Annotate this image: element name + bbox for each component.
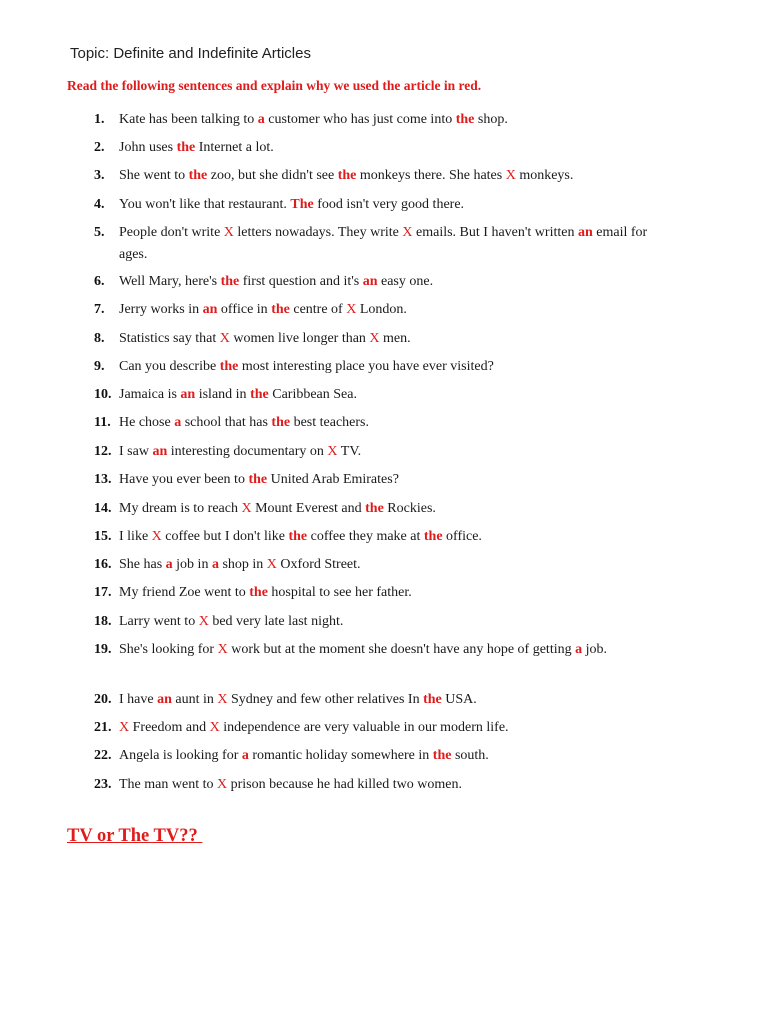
list-item xyxy=(94,639,654,661)
item-number: 19. xyxy=(94,642,112,657)
list-item xyxy=(94,582,654,604)
item-sentence: I like X coffee but I don't like the coffee they make at the office. xyxy=(119,529,482,544)
article-highlight: the xyxy=(271,302,290,317)
article-highlight: X xyxy=(217,642,228,657)
item-number: 18. xyxy=(94,614,112,629)
article-highlight: the xyxy=(220,274,240,289)
article-highlight: X xyxy=(241,501,252,516)
list-item xyxy=(94,498,654,520)
list-item xyxy=(94,554,654,576)
article-highlight: the xyxy=(219,359,239,374)
item-number: 14. xyxy=(94,501,112,516)
list-item xyxy=(94,689,654,711)
item-number: 5. xyxy=(94,225,105,240)
item-sentence: Angela is looking for a romantic holiday somewhere in the south. xyxy=(119,748,489,763)
item-number: 16. xyxy=(94,557,112,572)
article-highlight: X xyxy=(119,720,130,735)
item-number: 23. xyxy=(94,777,112,792)
item-number: 2. xyxy=(94,140,105,155)
article-highlight: X xyxy=(369,331,380,346)
list-item xyxy=(94,165,654,187)
item-sentence: The man went to X prison because he had killed two women. xyxy=(119,777,462,792)
item-number: 12. xyxy=(94,444,112,459)
item-sentence: Kate has been talking to a customer who has just come into the shop. xyxy=(119,112,508,127)
article-highlight: the xyxy=(248,472,268,487)
list-item xyxy=(94,222,654,266)
article-highlight: the xyxy=(337,168,357,183)
item-number: 3. xyxy=(94,168,105,183)
section-heading: TV or The TV?? xyxy=(67,826,203,846)
article-highlight: the xyxy=(432,748,452,763)
item-number: 4. xyxy=(94,197,105,212)
article-highlight: X xyxy=(402,225,413,240)
item-number: 11. xyxy=(94,415,111,430)
article-highlight: the xyxy=(188,168,208,183)
item-sentence: You won't like that restaurant. The food isn't very good there. xyxy=(119,197,465,212)
item-sentence: Statistics say that X women live longer than X men. xyxy=(119,331,411,346)
item-number: 21. xyxy=(94,720,112,735)
item-number: 10. xyxy=(94,387,112,402)
item-number: 22. xyxy=(94,748,112,763)
item-number: 7. xyxy=(94,302,105,317)
article-highlight: an xyxy=(362,274,378,289)
article-highlight: X xyxy=(505,168,516,183)
article-highlight: X xyxy=(346,302,357,317)
article-highlight: a xyxy=(241,748,249,763)
item-number: 6. xyxy=(94,274,105,289)
item-sentence: X Freedom and X independence are very valuable in our modern life. xyxy=(119,720,509,735)
instruction-text: Read the following sentences and explain why we used the article in red. xyxy=(67,78,482,93)
article-highlight: a xyxy=(211,557,219,572)
topic-title: Topic: Definite and Indefinite Articles xyxy=(70,45,311,62)
item-sentence: She has a job in a shop in X Oxford Street. xyxy=(119,557,361,572)
list-item xyxy=(94,745,654,767)
item-sentence: Can you describe the most interesting place you have ever visited? xyxy=(119,359,494,374)
item-sentence: People don't write X letters nowadays. They write X emails. But I haven't written an email for ages. xyxy=(119,225,648,262)
list-item xyxy=(94,137,654,159)
list-item xyxy=(94,717,654,739)
article-highlight: a xyxy=(174,415,182,430)
item-sentence: My dream is to reach X Mount Everest and the Rockies. xyxy=(119,501,436,516)
item-number: 13. xyxy=(94,472,112,487)
article-highlight: The xyxy=(290,197,314,212)
article-highlight: the xyxy=(250,387,269,402)
list-item xyxy=(94,412,654,434)
item-number: 9. xyxy=(94,359,105,374)
list-item xyxy=(94,299,654,321)
article-highlight: the xyxy=(365,501,384,516)
article-highlight: the xyxy=(271,415,291,430)
article-highlight: an xyxy=(202,302,218,317)
list-item xyxy=(94,271,654,293)
article-highlight: X xyxy=(266,557,277,572)
article-highlight: an xyxy=(577,225,593,240)
list-item xyxy=(94,526,654,548)
article-highlight: a xyxy=(257,112,265,127)
item-sentence: I saw an interesting documentary on X TV. xyxy=(119,444,362,459)
list-item xyxy=(94,356,654,378)
item-sentence: She's looking for X work but at the moment she doesn't have any hope of getting a job. xyxy=(119,642,607,657)
article-highlight: the xyxy=(455,112,475,127)
article-highlight: a xyxy=(165,557,173,572)
list-item xyxy=(94,774,654,796)
article-highlight: the xyxy=(249,585,268,600)
article-highlight: the xyxy=(288,529,308,544)
item-sentence: She went to the zoo, but she didn't see the monkeys there. She hates X monkeys. xyxy=(119,168,574,183)
item-sentence: Well Mary, here's the first question and it's an easy one. xyxy=(119,274,434,289)
item-sentence: John uses the Internet a lot. xyxy=(119,140,274,155)
article-highlight: X xyxy=(209,720,220,735)
item-sentence: Have you ever been to the United Arab Emirates? xyxy=(119,472,399,487)
item-number: 17. xyxy=(94,585,112,600)
article-highlight: X xyxy=(216,777,228,792)
article-highlight: X xyxy=(219,331,230,346)
article-highlight: an xyxy=(152,444,168,459)
item-sentence: Jamaica is an island in the Caribbean Sea. xyxy=(119,387,357,402)
item-sentence: Larry went to X bed very late last night. xyxy=(119,614,344,629)
item-sentence: Jerry works in an office in the centre of X London. xyxy=(119,302,407,317)
article-highlight: the xyxy=(176,140,196,155)
article-highlight: X xyxy=(217,692,228,707)
article-highlight: X xyxy=(198,614,209,629)
list-item xyxy=(94,194,654,216)
item-number: 8. xyxy=(94,331,105,346)
list-item xyxy=(94,328,654,350)
article-highlight: a xyxy=(575,642,583,657)
item-number: 15. xyxy=(94,529,112,544)
list-item xyxy=(94,441,654,463)
item-number: 1. xyxy=(94,112,105,127)
list-item xyxy=(94,109,654,131)
article-highlight: the xyxy=(423,692,442,707)
article-highlight: the xyxy=(423,529,443,544)
list-item xyxy=(94,611,654,633)
article-highlight: an xyxy=(180,387,196,402)
list-item xyxy=(94,384,654,406)
item-sentence: He chose a school that has the best teachers. xyxy=(119,415,370,430)
article-highlight: an xyxy=(157,692,172,707)
article-highlight: X xyxy=(327,444,338,459)
item-sentence: I have an aunt in X Sydney and few other relatives In the USA. xyxy=(119,692,477,707)
article-highlight: X xyxy=(223,225,234,240)
article-highlight: X xyxy=(151,529,162,544)
list-item xyxy=(94,469,654,491)
item-number: 20. xyxy=(94,692,112,707)
item-sentence: My friend Zoe went to the hospital to see her father. xyxy=(119,585,412,600)
